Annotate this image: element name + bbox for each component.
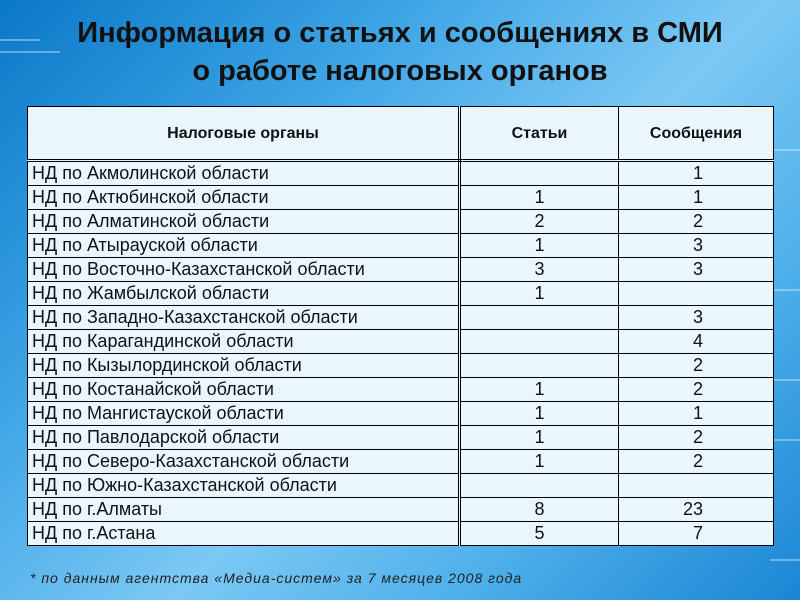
articles-cell: 1	[460, 426, 619, 450]
tax-authority-cell: НД по Южно-Казахстанской области	[28, 474, 460, 498]
tax-authority-cell: НД по Алматинской области	[28, 210, 460, 234]
messages-cell: 3	[619, 258, 774, 282]
messages-cell: 7	[619, 522, 774, 546]
tax-authority-cell: НД по Жамбылской области	[28, 282, 460, 306]
header-tax-authorities: Налоговые органы	[28, 107, 460, 161]
messages-cell: 2	[619, 426, 774, 450]
table-row	[28, 210, 774, 234]
table-row	[28, 474, 774, 498]
messages-cell: 23	[619, 498, 774, 522]
table-row	[28, 258, 774, 282]
articles-cell	[460, 306, 619, 330]
tax-authority-cell: НД по Западно-Казахстанской области	[28, 306, 460, 330]
articles-cell: 1	[460, 450, 619, 474]
tax-authority-cell: НД по Восточно-Казахстанской области	[28, 258, 460, 282]
page-title	[0, 14, 800, 90]
messages-cell: 3	[619, 234, 774, 258]
articles-cell	[460, 474, 619, 498]
table-row	[28, 234, 774, 258]
messages-cell: 3	[619, 306, 774, 330]
title-line-2: о работе налоговых органов	[192, 55, 608, 87]
messages-cell: 1	[619, 161, 774, 186]
tax-authority-cell: НД по Северо-Казахстанской области	[28, 450, 460, 474]
table-row	[28, 306, 774, 330]
articles-cell: 1	[460, 378, 619, 402]
tax-authority-cell: НД по Атырауской области	[28, 234, 460, 258]
table-row	[28, 161, 774, 186]
articles-cell: 8	[460, 498, 619, 522]
messages-cell	[619, 474, 774, 498]
table-row	[28, 498, 774, 522]
table-row	[28, 378, 774, 402]
tax-authority-cell: НД по Карагандинской области	[28, 330, 460, 354]
table-row	[28, 402, 774, 426]
table-row	[28, 282, 774, 306]
tax-authority-cell: НД по Актюбинской области	[28, 186, 460, 210]
messages-cell: 1	[619, 186, 774, 210]
tax-authority-cell: НД по г.Алматы	[28, 498, 460, 522]
tax-authority-cell: НД по Костанайской области	[28, 378, 460, 402]
articles-cell: 1	[460, 282, 619, 306]
articles-cell	[460, 161, 619, 186]
articles-cell: 5	[460, 522, 619, 546]
data-table	[27, 106, 774, 546]
articles-cell: 3	[460, 258, 619, 282]
table-row	[28, 186, 774, 210]
header-articles: Статьи	[460, 107, 619, 161]
tax-authority-cell: НД по Мангистауской области	[28, 402, 460, 426]
articles-cell: 2	[460, 210, 619, 234]
articles-cell: 1	[460, 234, 619, 258]
articles-cell	[460, 330, 619, 354]
tax-authority-cell: НД по Акмолинской области	[28, 161, 460, 186]
table-row	[28, 450, 774, 474]
tax-authority-cell: НД по Павлодарской области	[28, 426, 460, 450]
table-row	[28, 354, 774, 378]
messages-cell: 4	[619, 330, 774, 354]
table-row	[28, 426, 774, 450]
title-line-1: Информация о статьях и сообщениях в СМИ	[77, 17, 723, 49]
articles-cell: 1	[460, 402, 619, 426]
messages-cell	[619, 282, 774, 306]
messages-cell: 1	[619, 402, 774, 426]
tax-authority-cell: НД по Кызылординской области	[28, 354, 460, 378]
articles-cell: 1	[460, 186, 619, 210]
messages-cell: 2	[619, 378, 774, 402]
messages-cell: 2	[619, 210, 774, 234]
messages-cell: 2	[619, 450, 774, 474]
articles-cell	[460, 354, 619, 378]
messages-cell: 2	[619, 354, 774, 378]
table-row	[28, 522, 774, 546]
table-row	[28, 330, 774, 354]
header-messages: Сообщения	[619, 107, 774, 161]
table-header-row	[28, 107, 774, 161]
tax-authority-cell: НД по г.Астана	[28, 522, 460, 546]
footnote: * по данным агентства «Медиа-систем» за 7 месяцев 2008 года	[30, 570, 523, 586]
